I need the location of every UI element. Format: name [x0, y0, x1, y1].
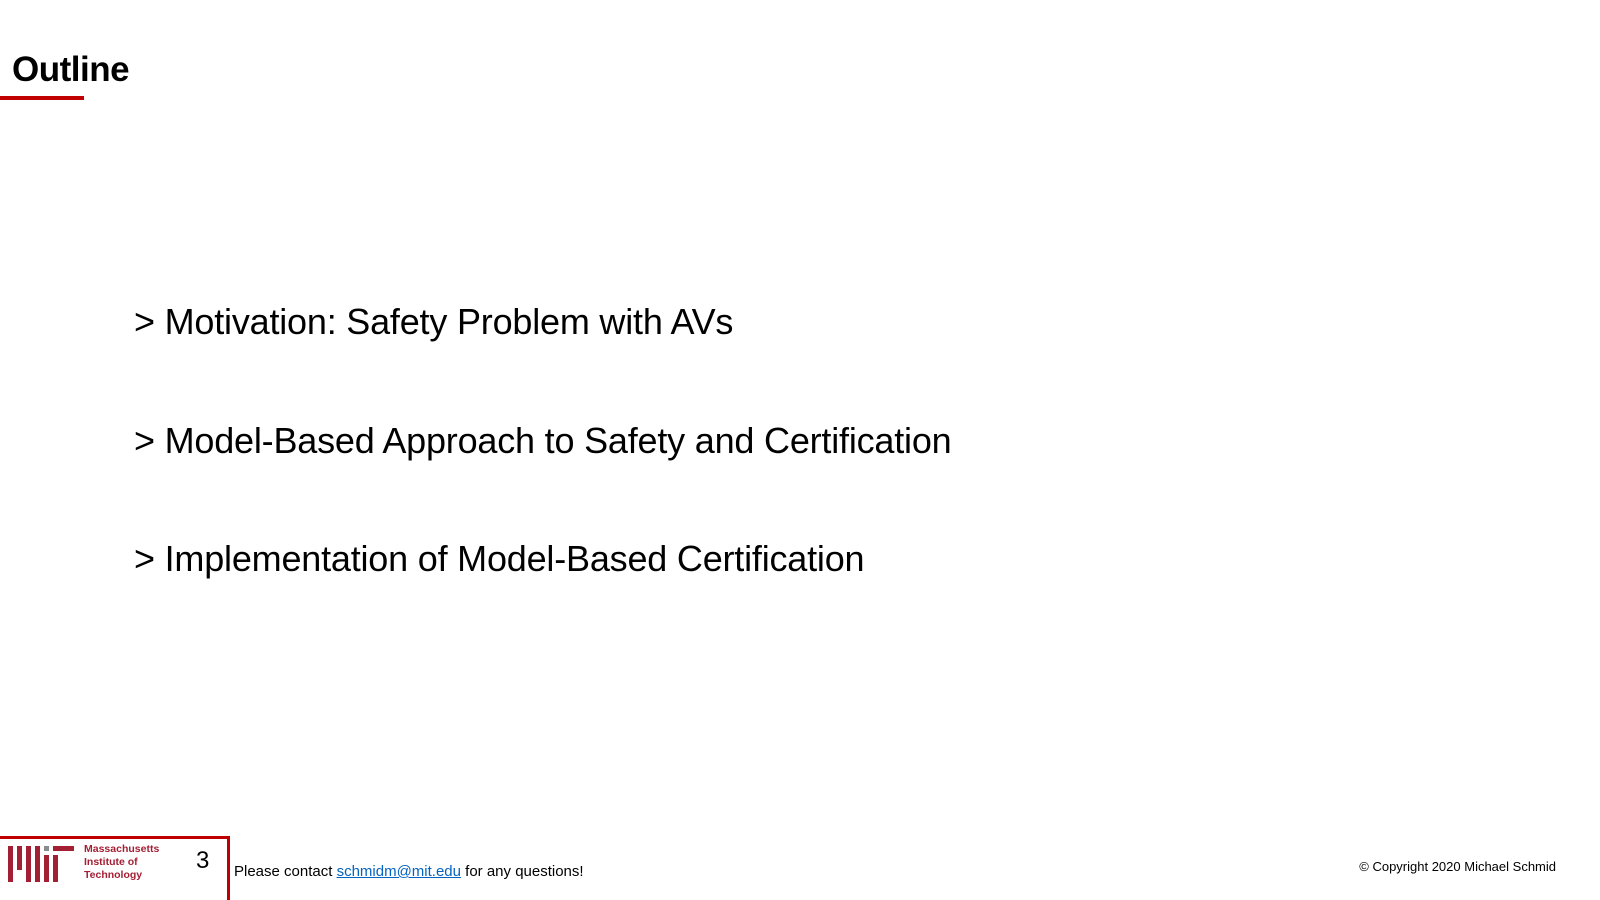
mit-wordmark-line: Massachusetts	[84, 843, 160, 855]
mit-wordmark-line: Technology	[84, 869, 143, 881]
mit-wordmark	[84, 843, 159, 882]
contact-email-link[interactable]: schmidm@mit.edu	[336, 863, 461, 880]
mit-logo-icon	[8, 846, 74, 882]
slide-number: 3	[196, 847, 210, 874]
outline-item-implementation: > Implementation of Model-Based Certification	[134, 538, 865, 579]
copyright-notice: © Copyright 2020 Michael Schmid	[1359, 859, 1556, 874]
slide-title: Outline	[12, 50, 130, 89]
outline-item-model-based-approach: > Model-Based Approach to Safety and Certification	[134, 420, 952, 461]
title-underline	[0, 96, 84, 100]
mit-wordmark-line: Institute of	[84, 856, 138, 868]
outline-item-motivation: > Motivation: Safety Problem with AVs	[134, 301, 734, 342]
contact-prefix: Please contact	[234, 863, 337, 880]
contact-line	[234, 862, 584, 882]
contact-suffix: for any questions!	[461, 863, 584, 880]
